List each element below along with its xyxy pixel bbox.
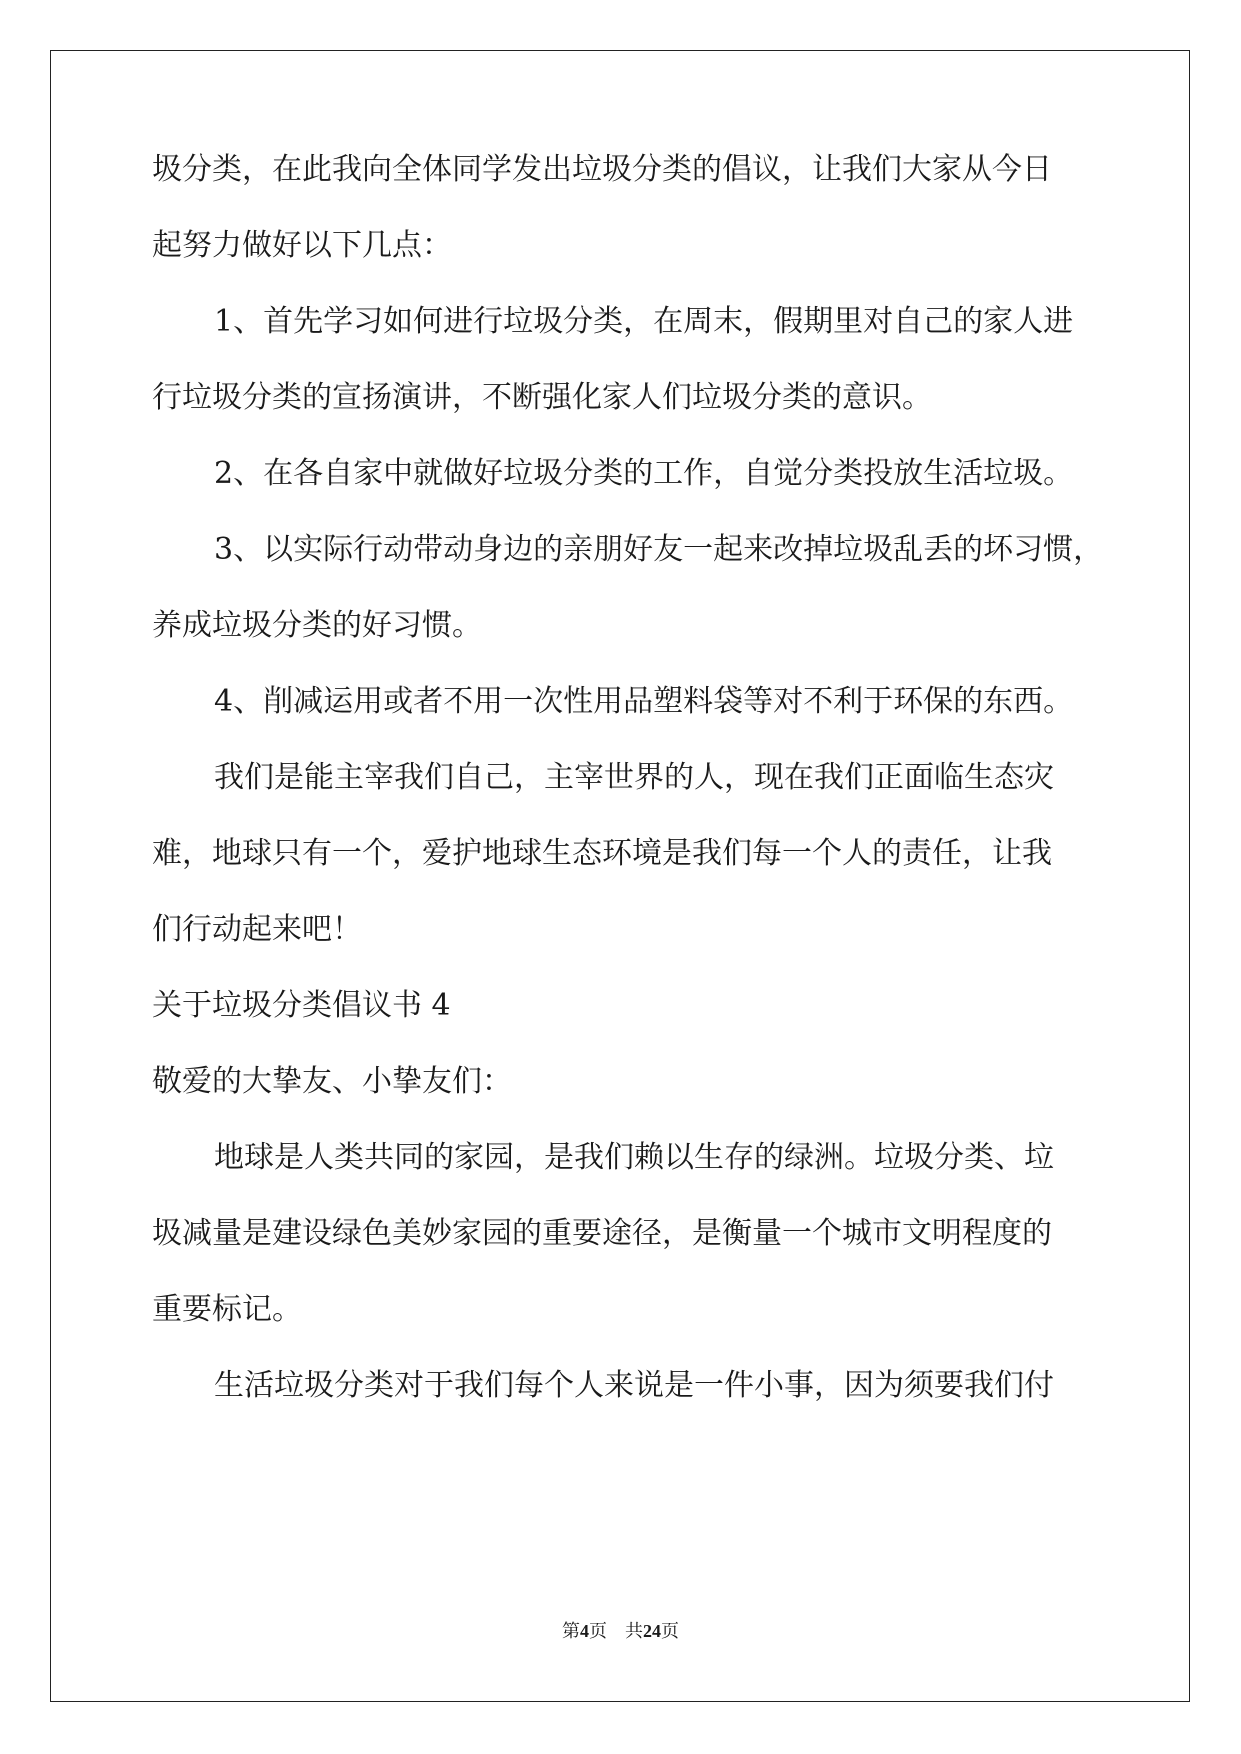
- text-line-7: 养成垃圾分类的好习惯。: [152, 608, 482, 643]
- section-heading: 关于垃圾分类倡议书 4: [152, 988, 451, 1023]
- page-border: [50, 50, 1190, 1702]
- text-line-15: 圾减量是建设绿色美妙家园的重要途径，是衡量一个城市文明程度的: [152, 1216, 1052, 1251]
- text-line-4: 行垃圾分类的宣扬演讲，不断强化家人们垃圾分类的意识。: [152, 380, 932, 415]
- total-pages: 24: [643, 1621, 661, 1641]
- text-line-5: 2、在各自家中就做好垃圾分类的工作，自觉分类投放生活垃圾。: [214, 456, 1074, 491]
- text-line-6: 3、以实际行动带动身边的亲朋好友一起来改掉垃圾乱丢的坏习惯，: [214, 532, 1104, 567]
- page-suffix: 页: [589, 1621, 607, 1641]
- page-number: 4: [580, 1621, 589, 1641]
- text-line-2: 起努力做好以下几点：: [152, 228, 452, 263]
- text-line-16: 重要标记。: [152, 1292, 302, 1327]
- text-line-14: 地球是人类共同的家园，是我们赖以生存的绿洲。垃圾分类、垃: [214, 1140, 1054, 1175]
- text-line-10: 难，地球只有一个，爱护地球生态环境是我们每一个人的责任，让我: [152, 836, 1052, 871]
- page-prefix: 第: [562, 1621, 580, 1641]
- text-line-11: 们行动起来吧！: [152, 912, 362, 947]
- text-line-9: 我们是能主宰我们自己，主宰世界的人，现在我们正面临生态灾: [214, 760, 1054, 795]
- text-line-3: 1、首先学习如何进行垃圾分类，在周末，假期里对自己的家人进: [214, 304, 1074, 339]
- text-line-8: 4、削减运用或者不用一次性用品塑料袋等对不利于环保的东西。: [214, 684, 1074, 719]
- page-footer: [0, 1617, 1241, 1643]
- total-prefix: 共: [625, 1621, 643, 1641]
- text-line-1: 圾分类，在此我向全体同学发出垃圾分类的倡议，让我们大家从今日: [152, 152, 1052, 187]
- salutation: 敬爱的大挚友、小挚友们：: [152, 1064, 512, 1099]
- text-line-17: 生活垃圾分类对于我们每个人来说是一件小事，因为须要我们付: [214, 1368, 1054, 1403]
- total-suffix: 页: [661, 1621, 679, 1641]
